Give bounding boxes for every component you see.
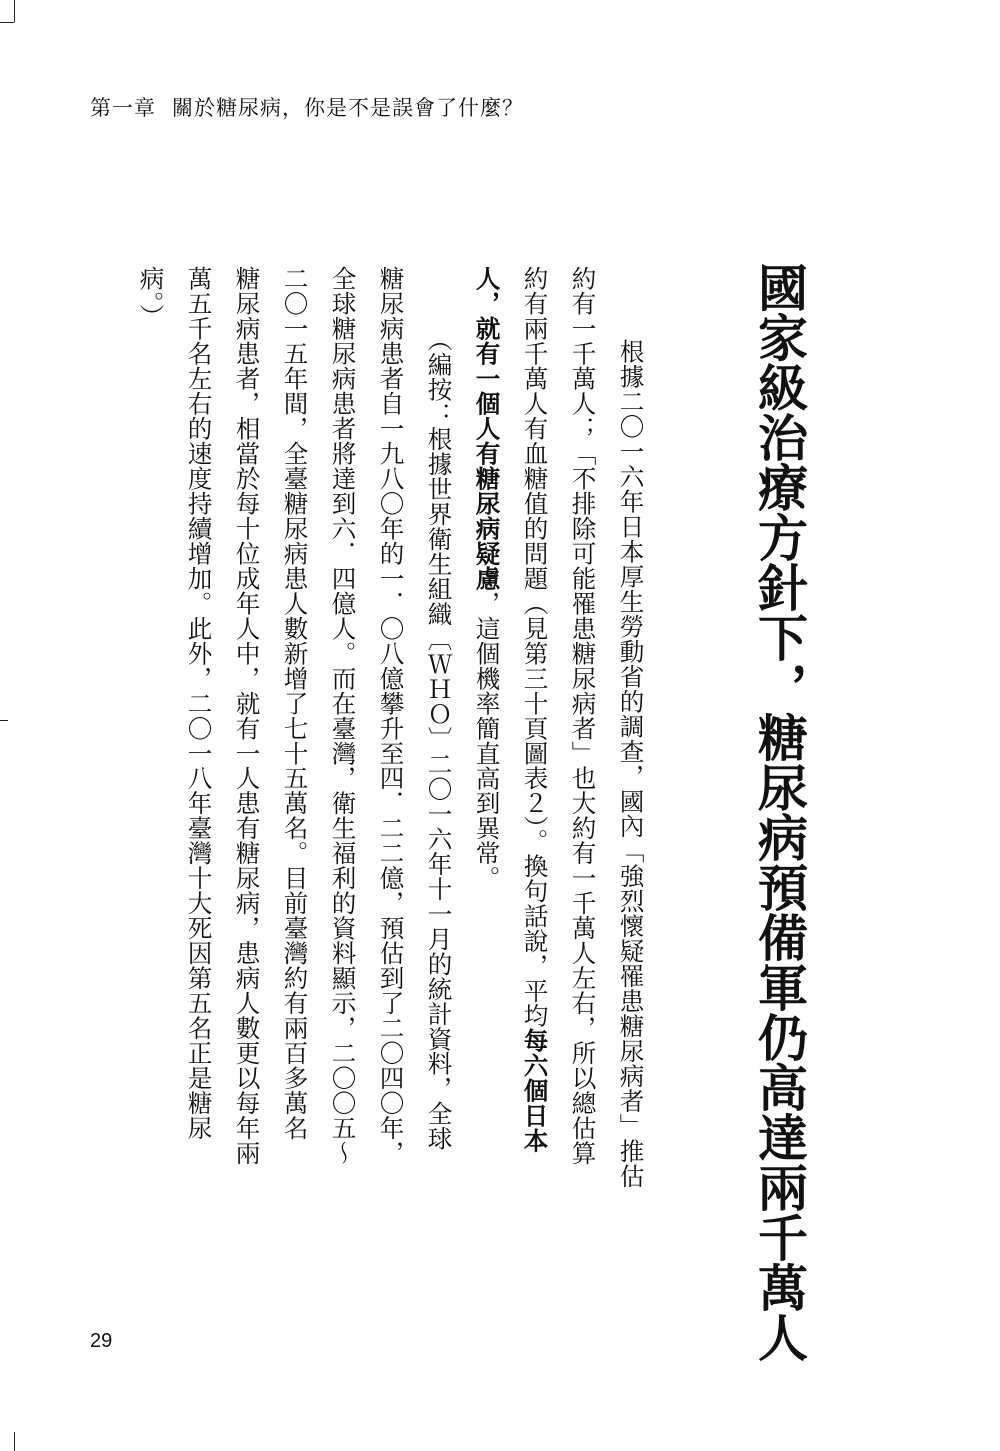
chapter-title: 關於糖尿病，你是不是誤會了什麼？ <box>172 96 524 120</box>
crop-mark-bottom-left-v <box>14 1432 15 1451</box>
emphasis-every-six: 每六個日本 <box>520 1028 550 1153</box>
note-column-2: 糖尿病患者自一九八〇年的一．〇八億攀升至四．二二億，預估到了二〇四〇年， <box>376 266 406 1166</box>
note-column-6: 萬五千名左右的速度持續增加。此外，二〇一八年臺灣十大死因第五名正是糖尿 <box>184 266 214 1141</box>
emphasis-diabetes-doubt: 就有一個人有糖尿病疑慮 <box>472 315 502 591</box>
crop-mark-top-left-v <box>14 0 15 22</box>
crop-mark-top-left-h <box>0 22 14 23</box>
note-column-1: （編按：根據世界衛生組織〔ＷＨＯ〕二〇一六年十一月的統計資料，全球 <box>424 314 454 1152</box>
chapter-label: 第一章 <box>90 96 156 120</box>
body-column-3-text: 約有兩千萬人有血糖值的問題（見第三十頁圖表２）。換句話說，平均 <box>520 266 550 1029</box>
body-column-4 <box>472 266 502 891</box>
body-column-1: 根據二〇一六年日本厚生勞動省的調查，國內「強烈懷疑罹患糖尿病者」推估 <box>616 314 646 1189</box>
section-heading: 國家級治療方針下，糖尿病預備軍仍高達兩千萬人 <box>750 262 808 1362</box>
crop-mark-mid-left <box>0 720 8 721</box>
note-column-7: 病。） <box>136 266 166 329</box>
emphasis-person: 人， <box>472 266 502 316</box>
body-column-2: 約有一千萬人；「不排除可能罹患糖尿病者」也大約有一千萬人左右，所以總估算 <box>568 266 598 1166</box>
note-column-3: 全球糖尿病患者將達到六．四億人。而在臺灣，衛生福利的資料顯示，二〇〇五～ <box>328 266 358 1166</box>
page-number: 29 <box>90 1330 113 1352</box>
note-column-4: 二〇一五年間，全臺糖尿病患人數新增了七十五萬名。目前臺灣約有兩百多萬名 <box>280 266 310 1141</box>
body-column-4-text: ，這個機率簡直高到異常。 <box>472 590 502 891</box>
note-column-5: 糖尿病患者，相當於每十位成年人中，就有一人患有糖尿病，患病人數更以每年兩 <box>232 266 262 1166</box>
running-header <box>90 92 524 122</box>
body-column-3 <box>520 266 550 1153</box>
